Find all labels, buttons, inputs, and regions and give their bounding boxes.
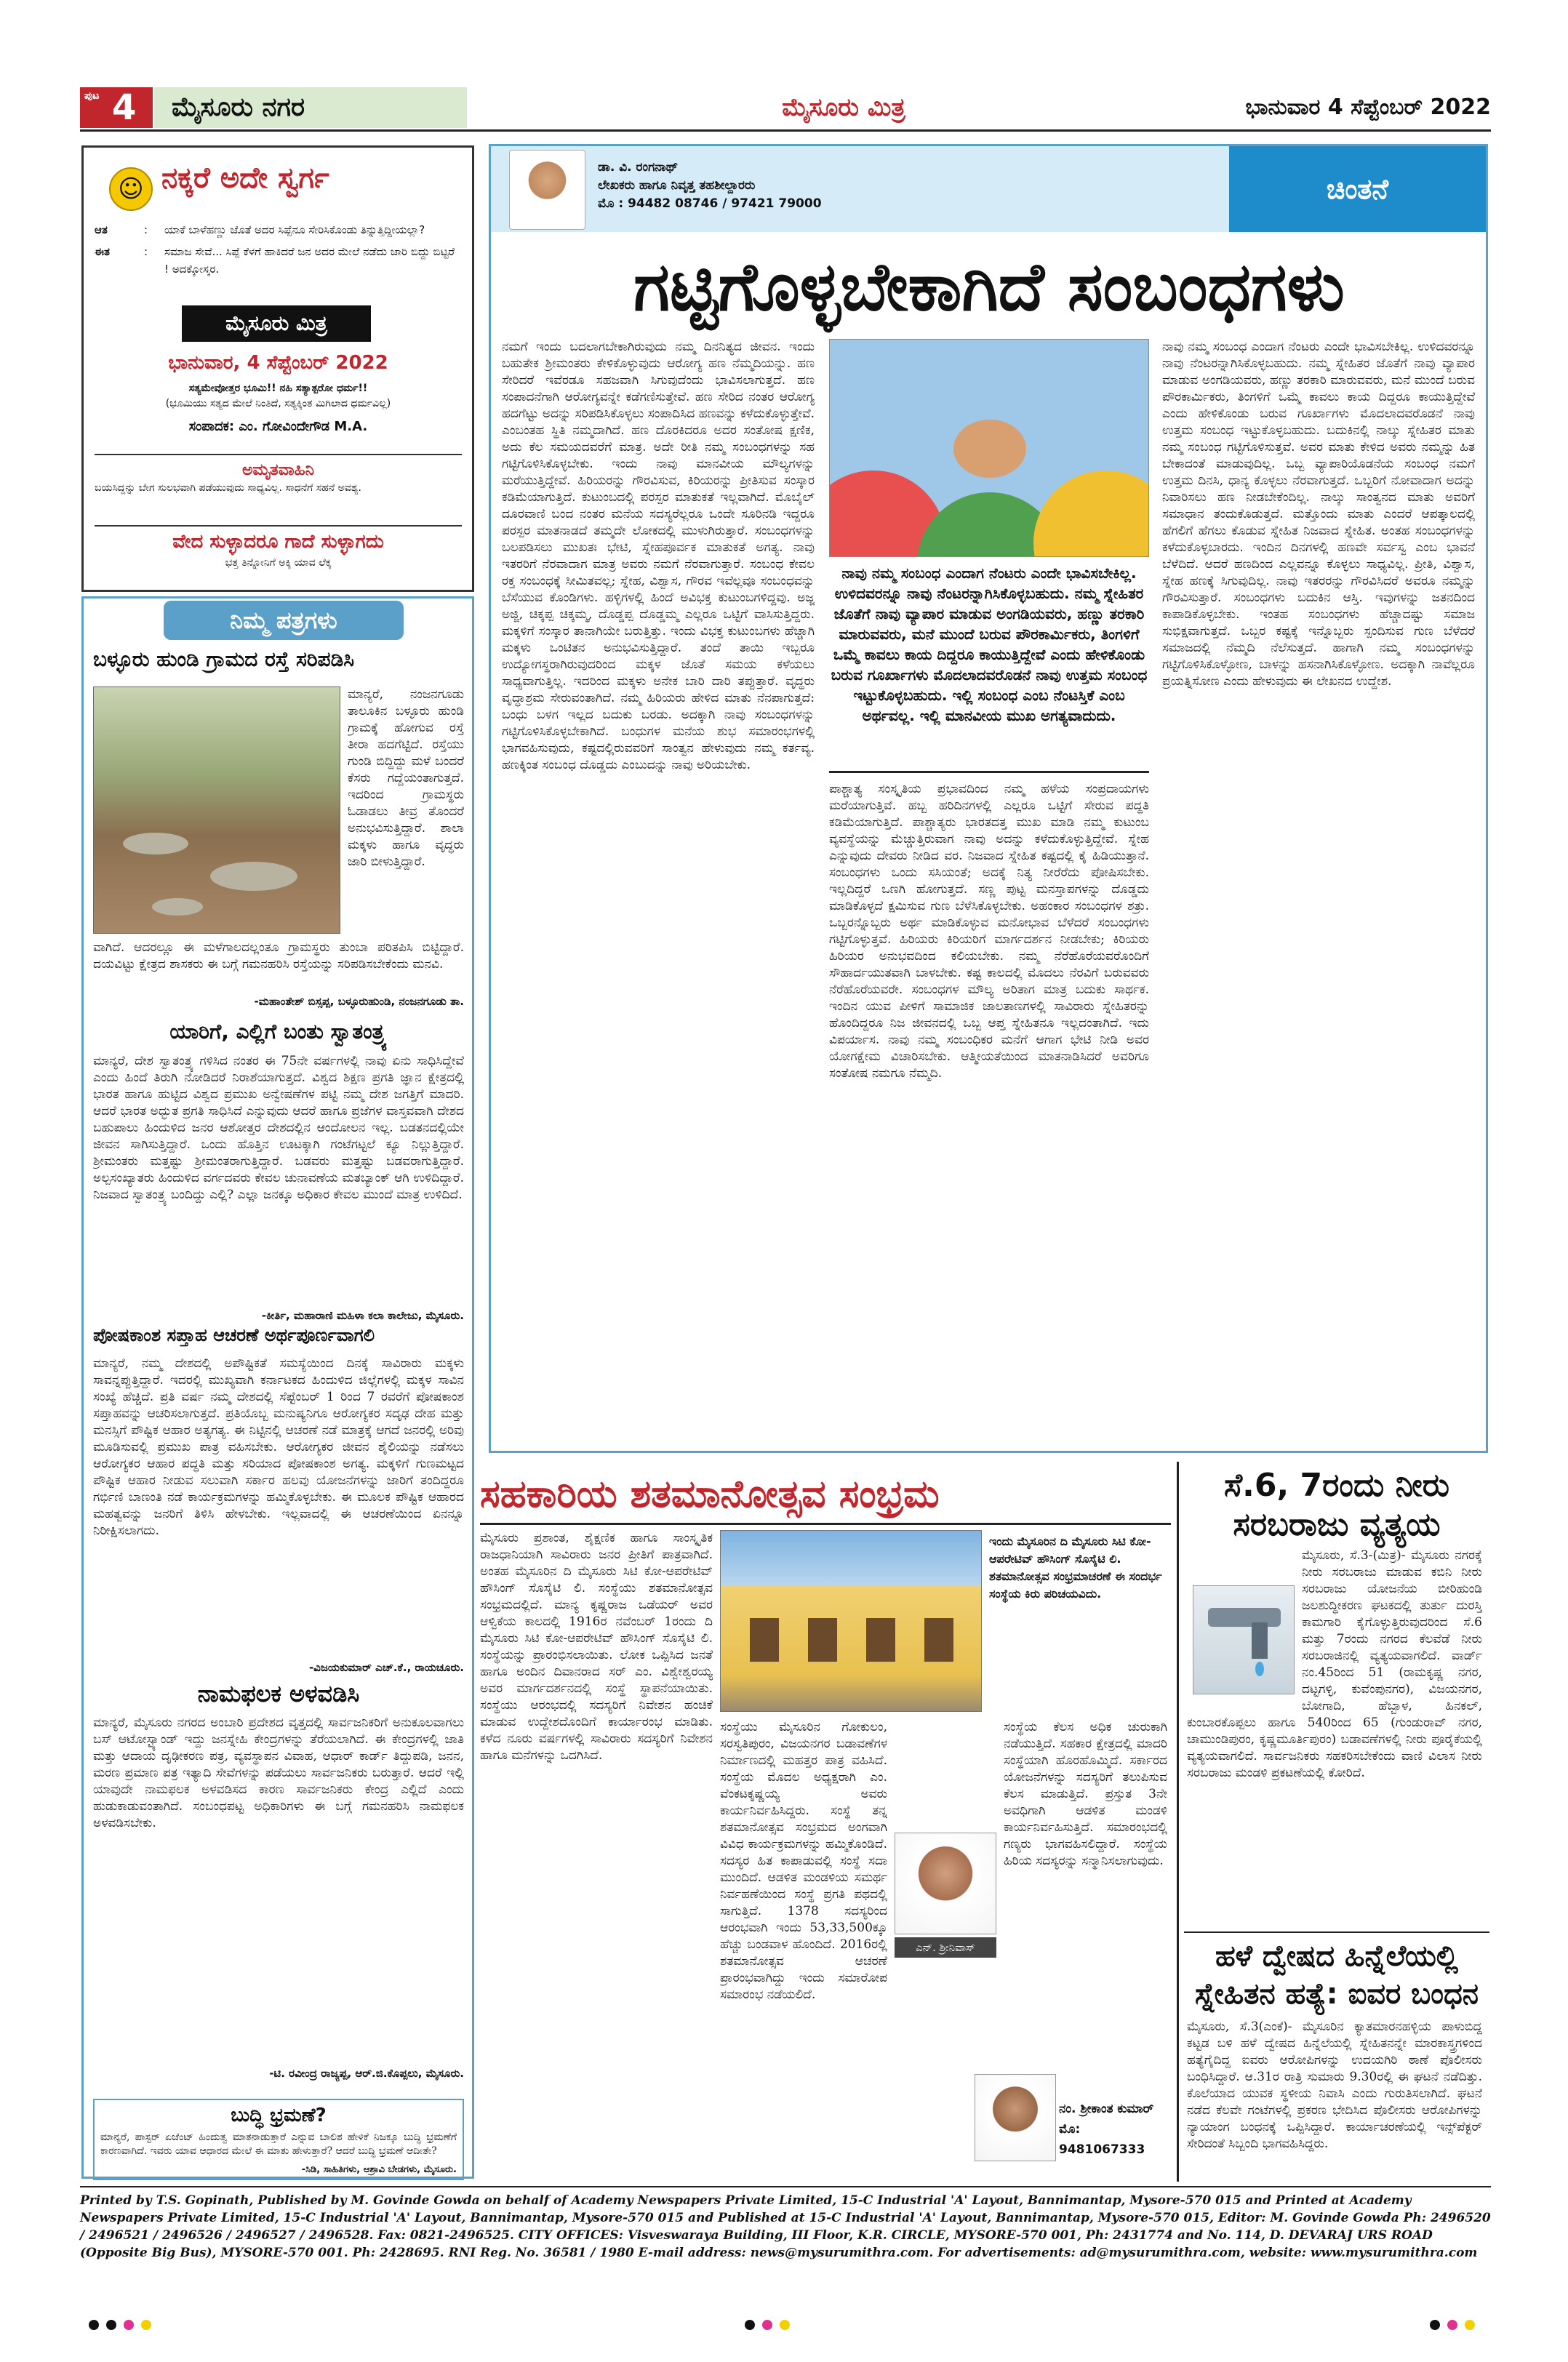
coop-building-photo	[720, 1530, 982, 1712]
coop-column: ಸಂಸ್ಥೆಯ ಕೆಲಸ ಅಧಿಕ ಚುರುಕಾಗಿ ನಡೆಯುತ್ತಿದೆ. ಸಹಕಾರ ಕ್ಷೇತ್ರದಲ್ಲಿ ಮಾದರಿ ಸಂಸ್ಥೆಯಾಗಿ ಹೊರಹೊಮ್ಮಿದೆ. ಸರ್ಕಾರದ ಯೋಜನೆಗಳನ್ನು ಸದಸ್ಯರಿಗೆ ತಲುಪಿಸುವ ಕೆಲಸ ಮಾಡುತ್ತಿದೆ. ಪ್ರಸ್ತುತ 3ನೇ ಅವಧಿಗಾಗಿ ಆಡಳಿತ ಮಂಡಳಿ ಕಾರ್ಯನಿರ್ವಹಿಸುತ್ತಿದೆ. ಸಮಾರಂಭದಲ್ಲಿ ಗಣ್ಯರು ಭಾಗವಹಿಸಲಿದ್ದಾರೆ. ಸಂಸ್ಥೆಯ ಹಿರಿಯ ಸದಸ್ಯರನ್ನು ಸನ್ಮಾನಿಸಲಾಗುವುದು.	[1004, 1720, 1167, 1868]
coop-rule	[480, 1523, 1171, 1525]
road-photo	[93, 686, 340, 934]
column-divider	[1177, 1462, 1179, 2182]
letters-banner: ನಿಮ್ಮ ಪತ್ರಗಳು	[164, 601, 404, 640]
hands-together-photo	[829, 339, 1149, 557]
column-tag: ಚಿಂತನೆ	[1229, 146, 1486, 232]
registration-dot	[1430, 2320, 1440, 2330]
letter-title: ಯಾರಿಗೆ, ಎಲ್ಲಿಗೆ ಬಂತು ಸ್ವಾತಂತ್ರ್ಯ	[169, 1020, 388, 1044]
crime-headline: ಹಳೆ ದ್ವೇಷದ ಹಿನ್ನೆಲೆಯಲ್ಲಿ ಸ್ನೇಹಿತನ ಹತ್ಯೆ: ಐವರ ಬಂಧನ	[1194, 1939, 1479, 2011]
imprint-date: ಭಾನುವಾರ, 4 ಸೆಪ್ಟೆಂಬರ್ 2022	[168, 352, 388, 374]
pull-quote: ನಾವು ನಮ್ಮ ಸಂಬಂಧ ಎಂದಾಗ ನೆಂಟರು ಎಂದೇ ಭಾವಿಸಬೇಕಿಲ್ಲ. ಉಳಿದವರನ್ನೂ ನಾವು ನೆಂಟರನ್ನಾಗಿಸಿಕೊಳ್ಳಬಹುದು. ನಮ್ಮ ಸ್ನೇಹಿತರ ಜೊತೆಗೆ ನಾವು ವ್ಯಾಪಾರ ಮಾಡುವ ಅಂಗಡಿಯವರು, ಹಣ್ಣು ತರಕಾರಿ ಮಾರುವವರು, ಮನೆ ಮುಂದೆ ಬರುವ ಪೌರಕಾರ್ಮಿಕರು, ತಿಂಗಳಿಗೆ ಒಮ್ಮೆ ಕಾವಲು ಕಾಯ ದಿದ್ದರೂ ಕಾಯುತ್ತಿದ್ದೇವೆ ಎಂದು ಹೇಳಿಕೊಂಡು ಬರುವ ಗೂರ್ಖಾಗಳು ಮೊದಲಾದವರೊಡನೆ ನಾವು ಉತ್ತಮ ಸಂಬಂಧ ಇಟ್ಟುಕೊಳ್ಳಬಹುದು. ಇಲ್ಲಿ ಸಂಬಂಧ ಎಂಬ ನೆಂಟಸ್ತಿಕೆ ಎಂಬ ಅರ್ಥವಲ್ಲ. ಇಲ್ಲಿ ಮಾನವೀಯ ಮುಖ ಅಗತ್ಯವಾದುದು.	[831, 564, 1148, 724]
registration-dot	[762, 2320, 772, 2330]
page-number-badge	[80, 87, 153, 128]
letter-title: ಪೋಷಕಾಂಶ ಸಪ್ತಾಹ ಆಚರಣೆ ಅರ್ಥಪೂರ್ಣವಾಗಲಿ	[93, 1325, 375, 1345]
letter-title: ನಾಮಫಲಕ ಅಳವಡಿಸಿ	[197, 1680, 360, 1708]
coop-headline: ಸಹಕಾರಿಯ ಶತಮಾನೋತ್ಸವ ಸಂಭ್ರಮ	[480, 1473, 940, 1516]
person-caption: ಎನ್. ಶ್ರೀನಿವಾಸ್	[895, 1937, 996, 1958]
joke-line: ಈತ : ಸಮಾಜ ಸೇವೆ... ಸಿಪ್ಪೆ ಕೆಳಗೆ ಹಾಕಿದರೆ ಜನ ಅದರ ಮೇಲೆ ನಡೆದು ಜಾರಿ ಬಿದ್ದು ಬಿಟ್ಟರೆ ! ಅದಕ್ಕೋಸ್ಕರ.	[95, 245, 455, 276]
amrutavahini-body: ಬಯಸಿದ್ದನ್ನು ಬೇಗ ಸುಲಭವಾಗಿ ಪಡೆಯುವುದು ಸಾಧ್ಯವಿಲ್ಲ. ಸಾಧನೆಗೆ ಸಹನೆ ಅವಶ್ಯ.	[95, 482, 361, 494]
author-role: ಲೇಖಕರು ಹಾಗೂ ನಿವೃತ್ತ ತಹಶೀಲ್ದಾರರು	[598, 178, 756, 193]
joke-line: ಆತ : ಯಾಕೆ ಬಾಳೆಹಣ್ಣು ಜೊತೆ ಅದರ ಸಿಪ್ಪೆನೂ ಸೇರಿಸಿಕೊಂಡು ತಿನ್ನುತ್ತಿದ್ದೀಯಲ್ಲಾ?	[95, 223, 425, 236]
pull-quote-rule	[829, 771, 1149, 773]
registration-dot	[106, 2320, 116, 2330]
issue-date: ಭಾನುವಾರ 4 ಸೆಪ್ಟೆಂಬರ್ 2022	[1245, 95, 1491, 120]
coop-column: ಸಂಸ್ಥೆಯು ಮೈಸೂರಿನ ಗೋಕುಲಂ, ಸರಸ್ವತಿಪುರಂ, ವಿಜಯನಗರ ಬಡಾವಣೆಗಳ ನಿರ್ಮಾಣದಲ್ಲಿ ಮಹತ್ತರ ಪಾತ್ರ ವಹಿಸಿದೆ. ಸಂಸ್ಥೆಯ ಮೊದಲ ಅಧ್ಯಕ್ಷರಾಗಿ ಎಂ. ವೆಂಕಟಕೃಷ್ಣಯ್ಯ ಅವರು ಕಾರ್ಯನಿರ್ವಹಿಸಿದ್ದರು. ಸಂಸ್ಥೆ ತನ್ನ ಶತಮಾನೋತ್ಸವ ಸಂಭ್ರಮದ ಅಂಗವಾಗಿ ವಿವಿಧ ಕಾರ್ಯಕ್ರಮಗಳನ್ನು ಹಮ್ಮಿಕೊಂಡಿದೆ. ಸದಸ್ಯರ ಹಿತ ಕಾಪಾಡುವಲ್ಲಿ ಸಂಸ್ಥೆ ಸದಾ ಮುಂದಿದೆ. ಆಡಳಿತ ಮಂಡಳಿಯ ಸಮರ್ಥ ನಿರ್ವಹಣೆಯಿಂದ ಸಂಸ್ಥೆ ಪ್ರಗತಿ ಪಥದಲ್ಲಿ ಸಾಗುತ್ತಿದೆ. 1378 ಸದಸ್ಯರಿಂದ ಆರಂಭವಾಗಿ ಇಂದು 53,33,500ಕ್ಕೂ ಹೆಚ್ಚು ಬಂಡವಾಳ ಹೊಂದಿದೆ. 2016ರಲ್ಲಿ ಶತಮಾನೋತ್ಸವ ಆಚರಣೆ ಪ್ರಾರಂಭವಾಗಿದ್ದು ಇಂದು ಸಮಾರೋಪ ಸಮಾರಂಭ ನಡೆಯಲಿದೆ.	[720, 1720, 887, 2002]
footer-rule	[80, 2186, 1491, 2187]
letter-signature: -ಕೀರ್ತಿ, ಮಹಾರಾಣಿ ಮಹಿಳಾ ಕಲಾ ಕಾಲೇಜು, ಮೈಸೂರು.	[261, 1309, 464, 1322]
page-number: 4	[112, 87, 137, 128]
crime-body: ಮೈಸೂರು, ಸೆ.3(ಎಂಕೆ)- ಮೈಸೂರಿನ ಕ್ಯಾತಮಾರನಹಳ್ಳಿಯ ಪಾಳುಬಿದ್ದ ಕಟ್ಟಡ ಬಳಿ ಹಳೆ ದ್ವೇಷದ ಹಿನ್ನೆಲೆಯಲ್ಲಿ ಸ್ನೇಹಿತನನ್ನೇ ಮಾರಕಾಸ್ತ್ರಗಳಿಂದ ಹತ್ಯೆಗೈದಿದ್ದ ಐವರು ಆರೋಪಿಗಳನ್ನು ಉದಯಗಿರಿ ಠಾಣೆ ಪೊಲೀಸರು ಬಂಧಿಸಿದ್ದಾರೆ. ಆ.31ರ ರಾತ್ರಿ ಸುಮಾರು 9.30ರಲ್ಲಿ ಈ ಘಟನೆ ನಡೆದಿತ್ತು. ಕೊಲೆಯಾದ ಯುವಕ ಸ್ಥಳೀಯ ನಿವಾಸಿ ಎಂದು ಗುರುತಿಸಲಾಗಿದೆ. ಘಟನೆ ನಡೆದ ಕೆಲವೇ ಗಂಟೆಗಳಲ್ಲಿ ಪ್ರಕರಣ ಭೇದಿಸಿದ ಪೊಲೀಸರು ಆರೋಪಿಗಳನ್ನು ನ್ಯಾಯಾಂಗ ಬಂಧನಕ್ಕೆ ಒಪ್ಪಿಸಿದ್ದಾರೆ. ಕಾರ್ಯಾಚರಣೆಯಲ್ಲಿ ಇನ್ಸ್‌ಪೆಕ್ಟರ್ ಸೇರಿದಂತೆ ಸಿಬ್ಬಂದಿ ಭಾಗವಹಿಸಿದ್ದರು.	[1187, 2019, 1482, 2151]
feature-headline: ಗಟ್ಟಿಗೊಳ್ಳಬೇಕಾಗಿದೆ ಸಂಬಂಧಗಳು	[633, 248, 1345, 326]
masthead-rule	[80, 129, 1491, 132]
author-name: ಡಾ. ವಿ. ರಂಗನಾಥ್	[598, 160, 679, 175]
author-info	[598, 159, 961, 213]
author-portrait	[509, 150, 585, 230]
registration-dot	[745, 2320, 755, 2330]
registration-dot	[780, 2320, 790, 2330]
story-divider	[1184, 1931, 1489, 1933]
letter-title: ಬುದ್ಧಿ ಭ್ರಮಣೆ?	[231, 2105, 327, 2126]
author-phone: ಮೊ : 94482 08746 / 97421 79000	[598, 196, 822, 211]
letter-body: ವಾಗಿದೆ. ಆದರಲ್ಲೂ ಈ ಮಳೆಗಾಲದಲ್ಲಂತೂ ಗ್ರಾಮಸ್ಥರು ತುಂಬಾ ಪರಿತಪಿಸಿ ಬಿಟ್ಟಿದ್ದಾರೆ. ದಯವಿಟ್ಟು ಕ್ಷೇತ್ರದ ಶಾಸಕರು ಈ ಬಗ್ಗೆ ಗಮನಹರಿಸಿ ರಸ್ತೆಯನ್ನು ಸರಿಪಡಿಸಬೇಕೆಂದು ಮನವಿ.	[93, 940, 464, 972]
letter-signature: -ವಿಜಯಕುಮಾರ್ ಎಚ್.ಕೆ., ರಾಯಚೂರು.	[308, 1661, 464, 1674]
registration-dot	[89, 2320, 99, 2330]
feature-column: ನಾವು ನಮ್ಮ ಸಂಬಂಧ ಎಂದಾಗ ನೆಂಟರು ಎಂದೇ ಭಾವಿಸಬೇಕಿಲ್ಲ. ಉಳಿದವರನ್ನೂ ನಾವು ನೆಂಟರನ್ನಾಗಿಸಿಕೊಳ್ಳಬಹುದು. ನಮ್ಮ ಸ್ನೇಹಿತರ ಜೊತೆಗೆ ನಾವು ವ್ಯಾಪಾರ ಮಾಡುವ ಅಂಗಡಿಯವರು, ಹಣ್ಣು ತರಕಾರಿ ಮಾರುವವರು, ಮನೆ ಮುಂದೆ ಬರುವ ಪೌರಕಾರ್ಮಿಕರು, ತಿಂಗಳಿಗೆ ಒಮ್ಮೆ ಕಾವಲು ಕಾಯ ದಿದ್ದರೂ ಕಾಯುತ್ತಿದ್ದೇವೆ ಎಂದು ಹೇಳಿಕೊಂಡು ಬರುವ ಗೂರ್ಖಾಗಳು ಮೊದಲಾದವರೊಡನೆ ನಾವು ಉತ್ತಮ ಸಂಬಂಧ ಇಟ್ಟುಕೊಳ್ಳಬಹುದು. ಬದುಕಿನಲ್ಲಿ ನಾಲ್ಕು ಸ್ನೇಹಿತರ ಮಾತು ನಮ್ಮ ಸಂಬಂಧ ಗಟ್ಟಿಗೊಳಿಸುತ್ತವೆ. ಅವರ ಮಾತು ಕೇಳಿದ ಅವರು ನಮ್ಮನ್ನು ಹಿತ ಬೇಕಾದಂತೆ ಮಾಡುವುದಿಲ್ಲ. ಒಬ್ಬ ವ್ಯಾಪಾರಿಯೊಡನೆಯ ಸಂಬಂಧ ನಮಗೆ ಉತ್ತಮ ದಿನಸಿ, ಧಾನ್ಯ ಕೊಳ್ಳಲು ನೆರವಾಗುತ್ತದೆ. ಒಬ್ಬರಿಗೆ ನೋವಾದಾಗ ಅದನ್ನು ನಿವಾರಿಸಲು ಹಣ ನೀಡಬೇಕೆಂದಿಲ್ಲ. ನಾಲ್ಕು ಸಾಂತ್ವನದ ಮಾತು ಅವರಿಗೆ ಸಮಾಧಾನ ತಂದುಕೊಡುತ್ತದೆ. ಮತ್ತೊಂದು ಮಾತು ಎಂದರೆ ಆಪತ್ಕಾಲದಲ್ಲಿ ಹೆಗಲಿಗೆ ಹೆಗಲು ಕೊಡುವ ಸ್ನೇಹಿತ ನಿಜವಾದ ಸ್ನೇಹಿತ. ಅಂತಹ ಸಂಬಂಧಗಳನ್ನು ಕಳೆದುಕೊಳ್ಳಬಾರದು. ಇಂದಿನ ದಿನಗಳಲ್ಲಿ ಹಣವೇ ಸರ್ವಸ್ವ ಎಂಬ ಭಾವನೆ ಬೆಳೆದಿದೆ. ಆದರೆ ಹಣದಿಂದ ಎಲ್ಲವನ್ನೂ ಕೊಳ್ಳಲು ಸಾಧ್ಯವಿಲ್ಲ. ಪ್ರೀತಿ, ವಿಶ್ವಾಸ, ಸ್ನೇಹ ಹಣಕ್ಕೆ ಸಿಗುವುದಿಲ್ಲ. ನಾವು ಇತರರನ್ನು ಗೌರವಿಸಿದರೆ ಅವರೂ ನಮ್ಮನ್ನು ಗೌರವಿಸುತ್ತಾರೆ. ಸಂಬಂಧಗಳು ಬದುಕಿನ ಆಸ್ತಿ. ಇವುಗಳನ್ನು ಜತನದಿಂದ ಕಾಪಾಡಿಕೊಳ್ಳಬೇಕು. ಇಂತಹ ಸಂಬಂಧಗಳು ಹೆಚ್ಚಾದಷ್ಟು ಸಮಾಜ ಸುಭಿಕ್ಷವಾಗುತ್ತದೆ. ಒಬ್ಬರ ಕಷ್ಟಕ್ಕೆ ಇನ್ನೊಬ್ಬರು ಸ್ಪಂದಿಸುವ ಗುಣ ಬೆಳೆದರೆ ಸಮಾಜದಲ್ಲಿ ನೆಮ್ಮದಿ ನೆಲೆಸುತ್ತದೆ. ಹಾಗಾಗಿ ನಮ್ಮ ಸಂಬಂಧಗಳನ್ನು ಗಟ್ಟಿಗೊಳಿಸಿಕೊಳ್ಳೋಣ, ಬಾಳನ್ನು ಹಸನಾಗಿಸಿಕೊಳ್ಳೋಣ. ಅದಕ್ಕಾಗಿ ನಾವೆಲ್ಲರೂ ಪ್ರಯತ್ನಿಸೋಣ ಎಂದು ಹೇಳುವುದು ಈ ಲೇಖನದ ಉದ್ದೇಶ.	[1162, 340, 1475, 689]
reporter-caption: ನಂ. ಶ್ರೀಕಾಂತ ಕುಮಾರ್ ಮೊ: 9481067333	[1059, 2102, 1154, 2157]
page-label: ಪುಟ	[84, 90, 100, 102]
humor-title: ನಕ್ಕರೆ ಅದೇ ಸ್ವರ್ಗ	[161, 161, 329, 195]
feature-column: ಪಾಶ್ಚಾತ್ಯ ಸಂಸ್ಕೃತಿಯ ಪ್ರಭಾವದಿಂದ ನಮ್ಮ ಹಳೆಯ ಸಂಪ್ರದಾಯಗಳು ಮರೆಯಾಗುತ್ತಿವೆ. ಹಬ್ಬ ಹರಿದಿನಗಳಲ್ಲಿ ಎಲ್ಲರೂ ಒಟ್ಟಿಗೆ ಸೇರುವ ಪದ್ಧತಿ ಕಡಿಮೆಯಾಗುತ್ತಿದೆ. ಪಾಶ್ಚಾತ್ಯರು ಭಾರತದತ್ತ ಮುಖ ಮಾಡಿ ನಮ್ಮ ಕುಟುಂಬ ವ್ಯವಸ್ಥೆಯನ್ನು ಮೆಚ್ಚುತ್ತಿರುವಾಗ ನಾವು ಅದನ್ನು ಕಳೆದುಕೊಳ್ಳುತ್ತಿದ್ದೇವೆ. ಸ್ನೇಹ ಎನ್ನುವುದು ದೇವರು ನೀಡಿದ ವರ. ನಿಜವಾದ ಸ್ನೇಹಿತ ಕಷ್ಟದಲ್ಲಿ ಕೈ ಹಿಡಿಯುತ್ತಾನೆ. ಸಂಬಂಧಗಳು ಒಂದು ಸಸಿಯಂತೆ; ಅದಕ್ಕೆ ನಿತ್ಯ ನೀರೆರೆದು ಪೋಷಿಸಬೇಕು. ಇಲ್ಲದಿದ್ದರೆ ಒಣಗಿ ಹೋಗುತ್ತದೆ. ಸಣ್ಣ ಪುಟ್ಟ ಮನಸ್ತಾಪಗಳನ್ನು ದೊಡ್ಡದು ಮಾಡಿಕೊಳ್ಳದೆ ಕ್ಷಮಿಸುವ ಗುಣ ಬೆಳೆಸಿಕೊಳ್ಳಬೇಕು. ಅಹಂಕಾರ ಸಂಬಂಧಗಳ ಶತ್ರು. ಒಬ್ಬರನ್ನೊಬ್ಬರು ಅರ್ಥ ಮಾಡಿಕೊಳ್ಳುವ ಮನೋಭಾವ ಬೆಳೆದರೆ ಸಂಬಂಧಗಳು ಗಟ್ಟಿಗೊಳ್ಳುತ್ತವೆ. ಹಿರಿಯರು ಕಿರಿಯರಿಗೆ ಮಾರ್ಗದರ್ಶನ ನೀಡಬೇಕು; ಕಿರಿಯರು ಹಿರಿಯರ ಅನುಭವದಿಂದ ಕಲಿಯಬೇಕು. ನಮ್ಮ ನೆರೆಹೊರೆಯವರೊಂದಿಗೆ ಸೌಹಾರ್ದಯುತವಾಗಿ ಬಾಳಬೇಕು. ಕಷ್ಟ ಕಾಲದಲ್ಲಿ ಮೊದಲು ನೆರವಿಗೆ ಬರುವವರು ನೆರೆಹೊರೆಯವರೇ. ಸಂಬಂಧಗಳ ಮೌಲ್ಯ ಅರಿತಾಗ ಮಾತ್ರ ಬದುಕು ಸಾರ್ಥಕ. ಇಂದಿನ ಯುವ ಪೀಳಿಗೆ ಸಾಮಾಜಿಕ ಜಾಲತಾಣಗಳಲ್ಲಿ ಸಾವಿರಾರು ಸ್ನೇಹಿತರನ್ನು ಹೊಂದಿದ್ದರೂ ನಿಜ ಜೀವನದಲ್ಲಿ ಒಬ್ಬ ಆಪ್ತ ಸ್ನೇಹಿತನೂ ಇಲ್ಲದಂತಾಗಿದೆ. ಇದು ವಿಪರ್ಯಾಸ. ನಾವು ನಮ್ಮ ಸಂಬಂಧಿಕರ ಮನೆಗೆ ಆಗಾಗ ಭೇಟಿ ನೀಡಿ ಅವರ ಯೋಗಕ್ಷೇಮ ವಿಚಾರಿಸಬೇಕು. ಆತ್ಮೀಯತೆಯಿಂದ ಮಾತನಾಡಿಸಿದರೆ ಅವರಿಗೂ ಸಂತೋಷ ನಮಗೂ ನೆಮ್ಮದಿ.	[829, 782, 1149, 1081]
section-title: ಮೈಸೂರು ನಗರ	[154, 87, 467, 128]
print-line: Printed by T.S. Gopinath, Published by M. Govinde Gowda on behalf of Academy Newspapers Private Limited, 15-C Industrial 'A' Layout, Bannimantap, Mysore-570 015 and Printed at Academy Newspapers Private Limited, 15-C Industrial 'A' Layout, Bannimantap, Mysore-570 015 and Published at 15-C Industrial 'A' Layout, Bannimantap, Mysore-570 015, Editor: M. Govinde Gowda Ph: 2496520 / 2496521 / 2496526 / 2496527 / 2496528. Fax: 0821-2496525. CITY OFFICES: Visveswaraya Building, III Floor, K.R. CIRCLE, MYSORE-570 001, Ph: 2431774 and No. 114, D. DEVARAJ URS ROAD (Opposite Big Bus), MYSORE-570 001. Ph: 2428695. RNI Reg. No. 36581 / 1980 E-mail address: news@mysurumithra.com. For advertisements: ad@mysurumithra.com, website: www.mysurumithra.com	[80, 2193, 1491, 2260]
imprint-editor: ಸಂಪಾದಕ: ಎಂ. ಗೋವಿಂದೇಗೌಡ M.A.	[188, 419, 368, 434]
registration-dot	[124, 2320, 134, 2330]
letter-title: ಬಳ್ಳೂರು ಹುಂಡಿ ಗ್ರಾಮದ ರಸ್ತೆ ಸರಿಪಡಿಸಿ	[93, 647, 355, 671]
coop-column: ಮೈಸೂರು ಪ್ರಶಾಂತ, ಶೈಕ್ಷಣಿಕ ಹಾಗೂ ಸಾಂಸ್ಕೃತಿಕ ರಾಜಧಾನಿಯಾಗಿ ಸಾವಿರಾರು ಜನರ ಪ್ರೀತಿಗೆ ಪಾತ್ರವಾಗಿದೆ. ಅಂತಹ ಮೈಸೂರಿನ ದಿ ಮೈಸೂರು ಸಿಟಿ ಕೋ-ಆಪರೇಟಿವ್ ಹೌಸಿಂಗ್ ಸೊಸೈಟಿ ಲಿ. ಸಂಸ್ಥೆಯು ಶತಮಾನೋತ್ಸವ ಸಂಭ್ರಮದಲ್ಲಿದೆ. ಮಾನ್ಯ ಕೃಷ್ಣರಾಜ ಒಡೆಯರ್ ಅವರ ಆಳ್ವಿಕೆಯ ಕಾಲದಲ್ಲಿ 1916ರ ನವೆಂಬರ್ 1ರಂದು ದಿ ಮೈಸೂರು ಸಿಟಿ ಕೋ-ಆಪರೇಟಿವ್ ಹೌಸಿಂಗ್ ಸೊಸೈಟಿ ಲಿ. ಸಂಸ್ಥೆಯನ್ನು ಪ್ರಾರಂಭಿಸಲಾಯಿತು. ಲೋಕ ಒಪ್ಪಿಸಿದ ಜನತೆ ಹಾಗೂ ಅಂದಿನ ದಿವಾನರಾದ ಸರ್ ಎಂ. ವಿಶ್ವೇಶ್ವರಯ್ಯ ಅವರ ಮಾರ್ಗದರ್ಶನದಲ್ಲಿ ಸಂಸ್ಥೆ ಸ್ಥಾಪನೆಯಾಯಿತು. ಸಂಸ್ಥೆಯು ಆರಂಭದಲ್ಲಿ ಸದಸ್ಯರಿಗೆ ನಿವೇಶನ ಹಂಚಿಕೆ ಮಾಡುವ ಉದ್ದೇಶದೊಂದಿಗೆ ಕಾರ್ಯಾರಂಭ ಮಾಡಿತು. ಕಳೆದ ನೂರು ವರ್ಷಗಳಲ್ಲಿ ಸಾವಿರಾರು ಸದಸ್ಯರಿಗೆ ನಿವೇಶನ ಹಾಗೂ ಮನೆಗಳನ್ನು ಒದಗಿಸಿದೆ.	[480, 1531, 713, 1763]
paper-logo: ಮೈಸೂರು ಮಿತ್ರ	[782, 93, 905, 122]
registration-dot	[1447, 2320, 1457, 2330]
water-headline: ಸೆ.6, 7ರಂದು ನೀರು ಸರಬರಾಜು ವ್ಯತ್ಯಯ	[1223, 1467, 1449, 1543]
letter-body: ಮಾನ್ಯರೆ, ಪಾಸ್ಟರ್ ಏಜೆಂಟ್ ಹಿಂದುತ್ವ ಮಾತನಾಡುತ್ತಾರೆ ಎನ್ನುವ ಬಾಲಿಶ ಹೇಳಿಕೆ ನಿಜಕ್ಕೂ ಬುದ್ಧಿ ಭ್ರಮಣೆಗೆ ಕಾರಣವಾಗಿದೆ. ಇವರು ಯಾವ ಆಧಾರದ ಮೇಲೆ ಈ ಮಾತು ಹೇಳುತ್ತಾರೆ? ಆದರೆ ಬುದ್ಧಿ ಭ್ರಮಣೆ ಆದೀತೇ?	[100, 2131, 457, 2157]
laughing-face-icon: ☺	[109, 167, 153, 211]
proverb-title: ವೇದ ಸುಳ್ಳಾದರೂ ಗಾದೆ ಸುಳ್ಳಾಗದು	[95, 525, 462, 553]
letter-body: ಮಾನ್ಯರೆ, ನಮ್ಮ ದೇಶದಲ್ಲಿ ಅಪೌಷ್ಟಿಕತೆ ಸಮಸ್ಯೆಯಿಂದ ದಿನಕ್ಕೆ ಸಾವಿರಾರು ಮಕ್ಕಳು ಸಾವನ್ನಪ್ಪುತ್ತಿದ್ದಾರೆ. ಇದರಲ್ಲಿ ಮುಖ್ಯವಾಗಿ ಕರ್ನಾಟಕದ ಹಿಂದುಳಿದ ಜಿಲ್ಲೆಗಳಲ್ಲಿ ಮಕ್ಕಳ ಸಾವಿನ ಸಂಖ್ಯೆ ಹೆಚ್ಚಿದೆ. ಪ್ರತಿ ವರ್ಷ ನಮ್ಮ ದೇಶದಲ್ಲಿ ಸೆಪ್ಟೆಂಬರ್ 1 ರಿಂದ 7 ರವರೆಗೆ ಪೋಷಕಾಂಶ ಸಪ್ತಾಹವನ್ನು ಆಚರಿಸಲಾಗುತ್ತದೆ. ಪ್ರತಿಯೊಬ್ಬ ಮನುಷ್ಯನಿಗೂ ಆರೋಗ್ಯಕರ ಸದೃಢ ದೇಹ ಮತ್ತು ಮನಸ್ಸಿಗೆ ಪೌಷ್ಟಿಕ ಆಹಾರ ಅತ್ಯಗತ್ಯ. ಈ ನಿಟ್ಟಿನಲ್ಲಿ ಆಚರಣೆ ನಡೆ ಮಾತ್ರಕ್ಕೆ ಆಗದೆ ಜನರಲ್ಲಿ ಅರಿವು ಮೂಡಿಸುವಲ್ಲಿ ಪ್ರಮುಖ ಪಾತ್ರ ವಹಿಸಬೇಕು. ಆರೋಗ್ಯಕರ ಜೀವನ ಶೈಲಿಯನ್ನು ನಡೆಸಲು ಆರೋಗ್ಯಕರ ಆಹಾರ ಪದ್ಧತಿ ಮತ್ತು ಸರಿಯಾದ ಪೋಷಕಾಂಶ ಅಗತ್ಯ. ಮಕ್ಕಳಿಗೆ ಗುಣಮಟ್ಟದ ಪೌಷ್ಟಿಕ ಆಹಾರ ನೀಡುವ ಸಲುವಾಗಿ ಸರ್ಕಾರ ಹಲವು ಯೋಜನೆಗಳನ್ನು ಜಾರಿಗೆ ತಂದಿದ್ದರೂ ಗರ್ಭಿಣಿ ಬಾಣಂತಿ ನಡೆ ಕಾರ್ಯಕ್ರಮಗಳನ್ನು ಹಮ್ಮಿಕೊಳ್ಳಬೇಕು. ಈ ಮೂಲಕ ಪೌಷ್ಟಿಕ ಆಹಾರದ ಮಹತ್ವವನ್ನು ಜನರಿಗೆ ತಿಳಿಸಿ ಹೇಳಬೇಕು. ಇಲ್ಲವಾದಲ್ಲಿ ಈ ಆಚರಣೆಯಿಂದ ಏನನ್ನೂ ನಿರೀಕ್ಷಿಸಲಾಗದು.	[93, 1356, 464, 1538]
joke	[95, 221, 462, 278]
letter-body: ಮಾನ್ಯರೆ, ದೇಶ ಸ್ವಾತಂತ್ರ್ಯ ಗಳಿಸಿದ ನಂತರ ಈ 75ನೇ ವರ್ಷಗಳಲ್ಲಿ ನಾವು ಏನು ಸಾಧಿಸಿದ್ದೇವೆ ಎಂದು ಹಿಂದೆ ತಿರುಗಿ ನೋಡಿದರೆ ನಿರಾಶೆಯಾಗುತ್ತದೆ. ವಿಶ್ವದ ಶಿಕ್ಷಣ ಪ್ರಗತಿ ಜ್ಞಾನ ಕ್ಷೇತ್ರದಲ್ಲಿ ಭಾರತ ಹಾಗೂ ಹುಟ್ಟಿದ ವಿಶ್ವದ ಪ್ರಮುಖ ಅನ್ವೇಷಣೆಗಳ ಪಟ್ಟಿ ನಮ್ಮ ದೇಶ ಜಗತ್ತಿಗೆ ಮಾದರಿ. ಆದರೆ ಭಾರತ ಅದ್ಭುತ ಪ್ರಗತಿ ಸಾಧಿಸಿದೆ ಎನ್ನುವುದು ಆದರೆ ಹಾಗೂ ಪ್ರಜೆಗಳ ವಾಸ್ತವವಾಗಿ ದೇಶದ ಬಹುಪಾಲು ಹಿಂದುಳಿದ ಜನರ ಆಶೋತ್ತರ ದೇಶದಲ್ಲಿನ ಆಂದೋಲನ ಇಲ್ಲ. ಬಡತನದಲ್ಲಿಯೇ ಜೀವನ ಸಾಗಿಸುತ್ತಿದ್ದಾರೆ. ಒಂದು ಹೊತ್ತಿನ ಊಟಕ್ಕಾಗಿ ಗಂಟೆಗಟ್ಟಲೆ ಕ್ಯೂ ನಿಲ್ಲುತ್ತಿದ್ದಾರೆ. ಶ್ರೀಮಂತರು ಮತ್ತಷ್ಟು ಶ್ರೀಮಂತರಾಗುತ್ತಿದ್ದಾರೆ. ಬಡವರು ಮತ್ತಷ್ಟು ಬಡವರಾಗುತ್ತಿದ್ದಾರೆ. ಅಲ್ಪಸಂಖ್ಯಾತರು ಹಿಂದುಳಿದ ವರ್ಗದವರು ಕೇವಲ ಚುನಾವಣೆಯ ಮತಬ್ಯಾಂಕ್ ಆಗಿ ಉಳಿದಿದ್ದಾರೆ. ನಿಜವಾದ ಸ್ವಾತಂತ್ರ್ಯ ಬಂದಿದ್ದು ಎಲ್ಲಿ? ಎಲ್ಲಾ ಜನಕ್ಕೂ ಅಧಿಕಾರ ಕೇವಲ ಮುಂದೆ ಮಾತ್ರ ಉಳಿದಿದೆ.	[93, 1054, 464, 1202]
letter-signature: -ಸಿಡಿ, ಸಾಹಿತಿಗಳು, ಆಶ್ರಾವಿ ಬೇಡಗಳು, ಮೈಸೂರು.	[301, 2164, 457, 2175]
imprint-logo: ಮೈಸೂರು ಮಿತ್ರ	[182, 305, 371, 342]
letter-signature: -ಟಿ. ರವೀಂದ್ರ ರಾಜ್ಯಪ್ಪ, ಆರ್.ಜಿ.ಕೊಪ್ಪಲು, ಮೈಸೂರು.	[269, 2067, 464, 2080]
reporter-photo	[975, 2074, 1056, 2161]
person-photo	[895, 1833, 996, 1934]
feature-column: ನಮಗೆ ಇಂದು ಬದಲಾಗಬೇಕಾಗಿರುವುದು ನಮ್ಮ ದಿನನಿತ್ಯದ ಜೀವನ. ಇಂದು ಬಹುತೇಕ ಶ್ರೀಮಂತರು ಕೇಳಿಕೊಳ್ಳುವುದು ಆರೋಗ್ಯ ಹಣ ನೆಮ್ಮದಿಯನ್ನು. ಹಣ ಸೇರಿದರೆ ಇವೆರಡೂ ಸಹಜವಾಗಿ ಸಿಗುವುದೆಂದು ಭಾವಿಸಲಾಗುತ್ತದೆ. ಹಣ ಸಂಪಾದನೆಗಾಗಿ ಆರೋಗ್ಯವನ್ನೇ ಕಡೆಗಣಿಸುತ್ತೇವೆ. ಹಣ ಸೇರಿದ ನಂತರ ಆರೋಗ್ಯ ಹದಗೆಟ್ಟು ಅದನ್ನು ಸರಿಪಡಿಸಿಕೊಳ್ಳಲು ಸಂಪಾದಿಸಿದ ಹಣವನ್ನು ಕಳೆದುಕೊಳ್ಳುತ್ತೇವೆ. ಎಂಬಂತಹ ಸ್ಥಿತಿ ನಮ್ಮದಾಗಿದೆ. ಹಣ ದೊರಕಿದರೂ ಅದರ ಸಂತೋಷ ಕ್ಷಣಿಕ, ಅದು ಕೆಲ ಸಮಯದವರೆಗೆ ಮಾತ್ರ. ಅದೇ ರೀತಿ ನಮ್ಮ ಸಂಬಂಧಗಳನ್ನು ಸಹ ಗಟ್ಟಿಗೊಳಿಸಿಕೊಳ್ಳಬೇಕು. ಇಂದು ನಾವು ಮಾನವೀಯ ಮೌಲ್ಯಗಳನ್ನು ಮರೆಯುತ್ತಿದ್ದೇವೆ. ಹಿರಿಯರನ್ನು ಗೌರವಿಸುವ, ಕಿರಿಯರನ್ನು ಪ್ರೀತಿಸುವ ಸಂಸ್ಕಾರ ಕಡಿಮೆಯಾಗುತ್ತಿದೆ. ಕುಟುಂಬದಲ್ಲಿ ಪರಸ್ಪರ ಮಾತುಕತೆ ಇಲ್ಲವಾಗಿದೆ. ಮೊಬೈಲ್ ದೂರವಾಣಿ ಬಂದ ನಂತರ ಮನೆಯ ಸದಸ್ಯರೆಲ್ಲರೂ ಒಂದೇ ಸೂರಿನಡಿ ಇದ್ದರೂ ಪರಸ್ಪರ ಮಾತನಾಡದೆ ತಮ್ಮದೇ ಲೋಕದಲ್ಲಿ ಮುಳುಗಿರುತ್ತಾರೆ. ಸಂಬಂಧಗಳನ್ನು ಬಲಪಡಿಸಲು ಮುಖತಃ ಭೇಟಿ, ಸ್ನೇಹಪೂರ್ವಕ ಮಾತುಕತೆ ಅಗತ್ಯ. ನಾವು ಇತರರಿಗೆ ನೆರವಾದಾಗ ಮಾತ್ರ ಅವರು ನಮಗೆ ನೆರವಾಗುತ್ತಾರೆ. ಸಂಬಂಧ ಕೇವಲ ರಕ್ತ ಸಂಬಂಧಕ್ಕೆ ಸೀಮಿತವಲ್ಲ; ಸ್ನೇಹ, ವಿಶ್ವಾಸ, ಗೌರವ ಇವೆಲ್ಲವೂ ಸಂಬಂಧವನ್ನು ಬೆಸೆಯುವ ಕೊಂಡಿಗಳು. ಹಳ್ಳಿಗಳಲ್ಲಿ ಹಿಂದೆ ಅವಿಭಕ್ತ ಕುಟುಂಬಗಳಿದ್ದವು. ಅಜ್ಜ ಅಜ್ಜಿ, ಚಿಕ್ಕಪ್ಪ ಚಿಕ್ಕಮ್ಮ, ದೊಡ್ಡಪ್ಪ ದೊಡ್ಡಮ್ಮ ಎಲ್ಲರೂ ಒಟ್ಟಿಗೆ ವಾಸಿಸುತ್ತಿದ್ದರು. ಮಕ್ಕಳಿಗೆ ಸಂಸ್ಕಾರ ತಾನಾಗಿಯೇ ಬರುತ್ತಿತ್ತು. ಇಂದು ವಿಭಕ್ತ ಕುಟುಂಬಗಳು ಹೆಚ್ಚಾಗಿ ಮಕ್ಕಳು ಒಂಟಿತನ ಅನುಭವಿಸುತ್ತಿದ್ದಾರೆ. ತಂದೆ ತಾಯಿ ಇಬ್ಬರೂ ಉದ್ಯೋಗಸ್ಥರಾಗಿರುವುದರಿಂದ ಮಕ್ಕಳ ಜೊತೆ ಸಮಯ ಕಳೆಯಲು ಸಾಧ್ಯವಾಗುತ್ತಿಲ್ಲ. ಇದರಿಂದ ಮಕ್ಕಳು ಅನೇಕ ಬಾರಿ ದಾರಿ ತಪ್ಪುತ್ತಾರೆ. ವೃದ್ಧರು ವೃದ್ಧಾಶ್ರಮ ಸೇರುವಂತಾಗಿದೆ. ನಮ್ಮ ಹಿರಿಯರು ಹೇಳಿದ ಮಾತು ನೆನಪಾಗುತ್ತದೆ: ಬಂಧು ಬಳಗ ಇಲ್ಲದ ಬದುಕು ಬರಡು. ಅದಕ್ಕಾಗಿ ನಾವು ಸಂಬಂಧಗಳನ್ನು ಗಟ್ಟಿಗೊಳಿಸಿಕೊಳ್ಳಬೇಕಾಗಿದೆ. ಬಂಧುಗಳ ಮನೆಯ ಶುಭ ಸಮಾರಂಭಗಳಲ್ಲಿ ಭಾಗವಹಿಸುವುದು, ಕಷ್ಟದಲ್ಲಿರುವವರಿಗೆ ಸಾಂತ್ವನ ಹೇಳುವುದು ನಮ್ಮ ಕರ್ತವ್ಯ. ಹಣಕ್ಕಿಂತ ಸಂಬಂಧ ದೊಡ್ಡದು ಎಂಬುದನ್ನು ನಾವು ಅರಿಯಬೇಕು.	[502, 340, 815, 772]
water-body: ಮೈಸೂರು, ಸೆ.3-(ಮಿತ್ರ)- ಮೈಸೂರು ನಗರಕ್ಕೆ ನೀರು ಸರಬರಾಜು ಮಾಡುವ ಕಬಿನಿ ನೀರು ಸರಬರಾಜು ಯೋಜನೆಯ ಬೀರಿಹುಂಡಿ ಜಲಶುದ್ಧೀಕರಣ ಘಟಕದಲ್ಲಿ ತುರ್ತು ದುರಸ್ತಿ ಕಾಮಗಾರಿ ಕೈಗೊಳ್ಳುತ್ತಿರುವುದರಿಂದ ಸೆ.6 ಮತ್ತು 7ರಂದು ನಗರದ ಕೆಲವೆಡೆ ನೀರು ಸರಬರಾಜಿನಲ್ಲಿ ವ್ಯತ್ಯಯವಾಗಲಿದೆ. ವಾರ್ಡ್ ನಂ.45ರಿಂದ 51 (ರಾಮಕೃಷ್ಣ ನಗರ, ದಟ್ಟಗಳ್ಳಿ, ಕುವೆಂಪುನಗರ), ವಿಜಯನಗರ, ಬೋಗಾದಿ, ಹೆಬ್ಬಾಳ, ಹಿನಕಲ್, ಕುಂಬಾರಕೊಪ್ಪಲು ಹಾಗೂ 540ರಿಂದ 65 (ಗುಂಡುರಾವ್ ನಗರ, ಚಾಮುಂಡಿಪುರಂ, ಕೃಷ್ಣಮೂರ್ತಿಪುರಂ) ಬಡಾವಣೆಗಳಲ್ಲಿ ನೀರು ಪೂರೈಕೆಯಲ್ಲಿ ವ್ಯತ್ಯಯವಾಗಲಿದೆ. ಸಾರ್ವಜನಿಕರು ಸಹಕರಿಸಬೇಕೆಂದು ವಾಣಿ ವಿಲಾಸ ನೀರು ಸರಬರಾಜು ಮಂಡಳಿ ಪ್ರಕಟಣೆಯಲ್ಲಿ ಕೋರಿದೆ.	[1187, 1548, 1482, 1780]
imprint-motto: ಸತ್ಯಮೇವೋತ್ತರ ಭೂಮಿ!! ನಹಿ ಸತ್ಯಾತ್ಪರೋ ಧರ್ಮ!! (ಭೂಮಿಯು ಸತ್ಯದ ಮೇಲೆ ನಿಂತಿದೆ, ಸತ್ಯಕ್ಕಿಂತ ಮಿಗಿಲಾದ ಧರ್ಮವಿಲ್ಲ)	[165, 383, 391, 409]
registration-dot	[141, 2320, 151, 2330]
proverb-body: ಭತ್ತ ತಿನ್ನೋನಿಗೆ ಅಕ್ಕಿ ಯಾವ ಲೆಕ್ಕ	[225, 557, 332, 569]
registration-dot	[1465, 2320, 1475, 2330]
coop-photo-caption: ಇಂದು ಮೈಸೂರಿನ ದಿ ಮೈಸೂರು ಸಿಟಿ ಕೋ-ಆಪರೇಟಿವ್ ಹೌಸಿಂಗ್ ಸೊಸೈಟಿ ಲಿ. ಶತಮಾನೋತ್ಸವ ಸಂಭ್ರಮಾಚರಣೆ ಈ ಸಂದರ್ಭ ಸಂಸ್ಥೆಯ ಕಿರು ಪರಿಚಯವಿದು.	[989, 1534, 1162, 1601]
amrutavahini-title: ಅಮೃತವಾಹಿನಿ	[95, 454, 462, 479]
letter-body: ಮಾನ್ಯರೆ, ನಂಜನಗೂಡು ತಾಲೂಕಿನ ಬಳ್ಳೂರು ಹುಂಡಿ ಗ್ರಾಮಕ್ಕೆ ಹೋಗುವ ರಸ್ತೆ ತೀರಾ ಹದಗೆಟ್ಟಿದೆ. ರಸ್ತೆಯು ಗುಂಡಿ ಬಿದ್ದಿದ್ದು ಮಳೆ ಬಂದರೆ ಕೆಸರು ಗದ್ದೆಯಂತಾಗುತ್ತದೆ. ಇದರಿಂದ ಗ್ರಾಮಸ್ಥರು ಓಡಾಡಲು ತೀವ್ರ ತೊಂದರೆ ಅನುಭವಿಸುತ್ತಿದ್ದಾರೆ. ಶಾಲಾ ಮಕ್ಕಳು ಹಾಗೂ ವೃದ್ಧರು ಜಾರಿ ಬೀಳುತ್ತಿದ್ದಾರೆ.	[348, 687, 464, 869]
letter-signature: -ಮಹಾಂತೇಶ್ ಬಿಸ್ಸಪ್ಪ, ಬಳ್ಳೂರುಹುಂಡಿ, ನಂಜನಗೂಡು ತಾ.	[254, 995, 464, 1008]
letter-body: ಮಾನ್ಯರೆ, ಮೈಸೂರು ನಗರದ ಅಂಬಾರಿ ಪ್ರದೇಶದ ವೃತ್ತದಲ್ಲಿ ಸಾರ್ವಜನಿಕರಿಗೆ ಅನುಕೂಲವಾಗಲು ಬಸ್ ಆಟೋಸ್ಟ್ಯಾಂಡ್ ಇದ್ದು ಜನಸ್ನೇಹಿ ಕೇಂದ್ರಗಳನ್ನು ತೆರೆಯಲಾಗಿದೆ. ಈ ಕೇಂದ್ರಗಳಲ್ಲಿ ಜಾತಿ ಮತ್ತು ಆದಾಯ ದೃಢೀಕರಣ ಪತ್ರ, ವ್ಯವಸ್ಥಾಪನ ವಿವಾಹ, ಆಧಾರ್ ಕಾರ್ಡ್ ತಿದ್ದುಪಡಿ, ಜನನ, ಮರಣ ಪ್ರಮಾಣ ಪತ್ರ ಇತ್ಯಾದಿ ಸೇವೆಗಳನ್ನು ಪಡೆಯಲು ಸಾರ್ವಜನಿಕರು ಬರುತ್ತಾರೆ. ಆದರೆ ಇಲ್ಲಿ ಯಾವುದೇ ನಾಮಫಲಕ ಅಳವಡಿಸದ ಕಾರಣ ಸಾರ್ವಜನಿಕರು ಕೇಂದ್ರ ಎಲ್ಲಿದೆ ಎಂದು ಹುಡುಕಾಡುವಂತಾಗಿದೆ. ಸಂಬಂಧಪಟ್ಟ ಅಧಿಕಾರಿಗಳು ಈ ಬಗ್ಗೆ ಗಮನಹರಿಸಿ ನಾಮಫಲಕ ಅಳವಡಿಸಬೇಕು.	[93, 1716, 464, 1830]
